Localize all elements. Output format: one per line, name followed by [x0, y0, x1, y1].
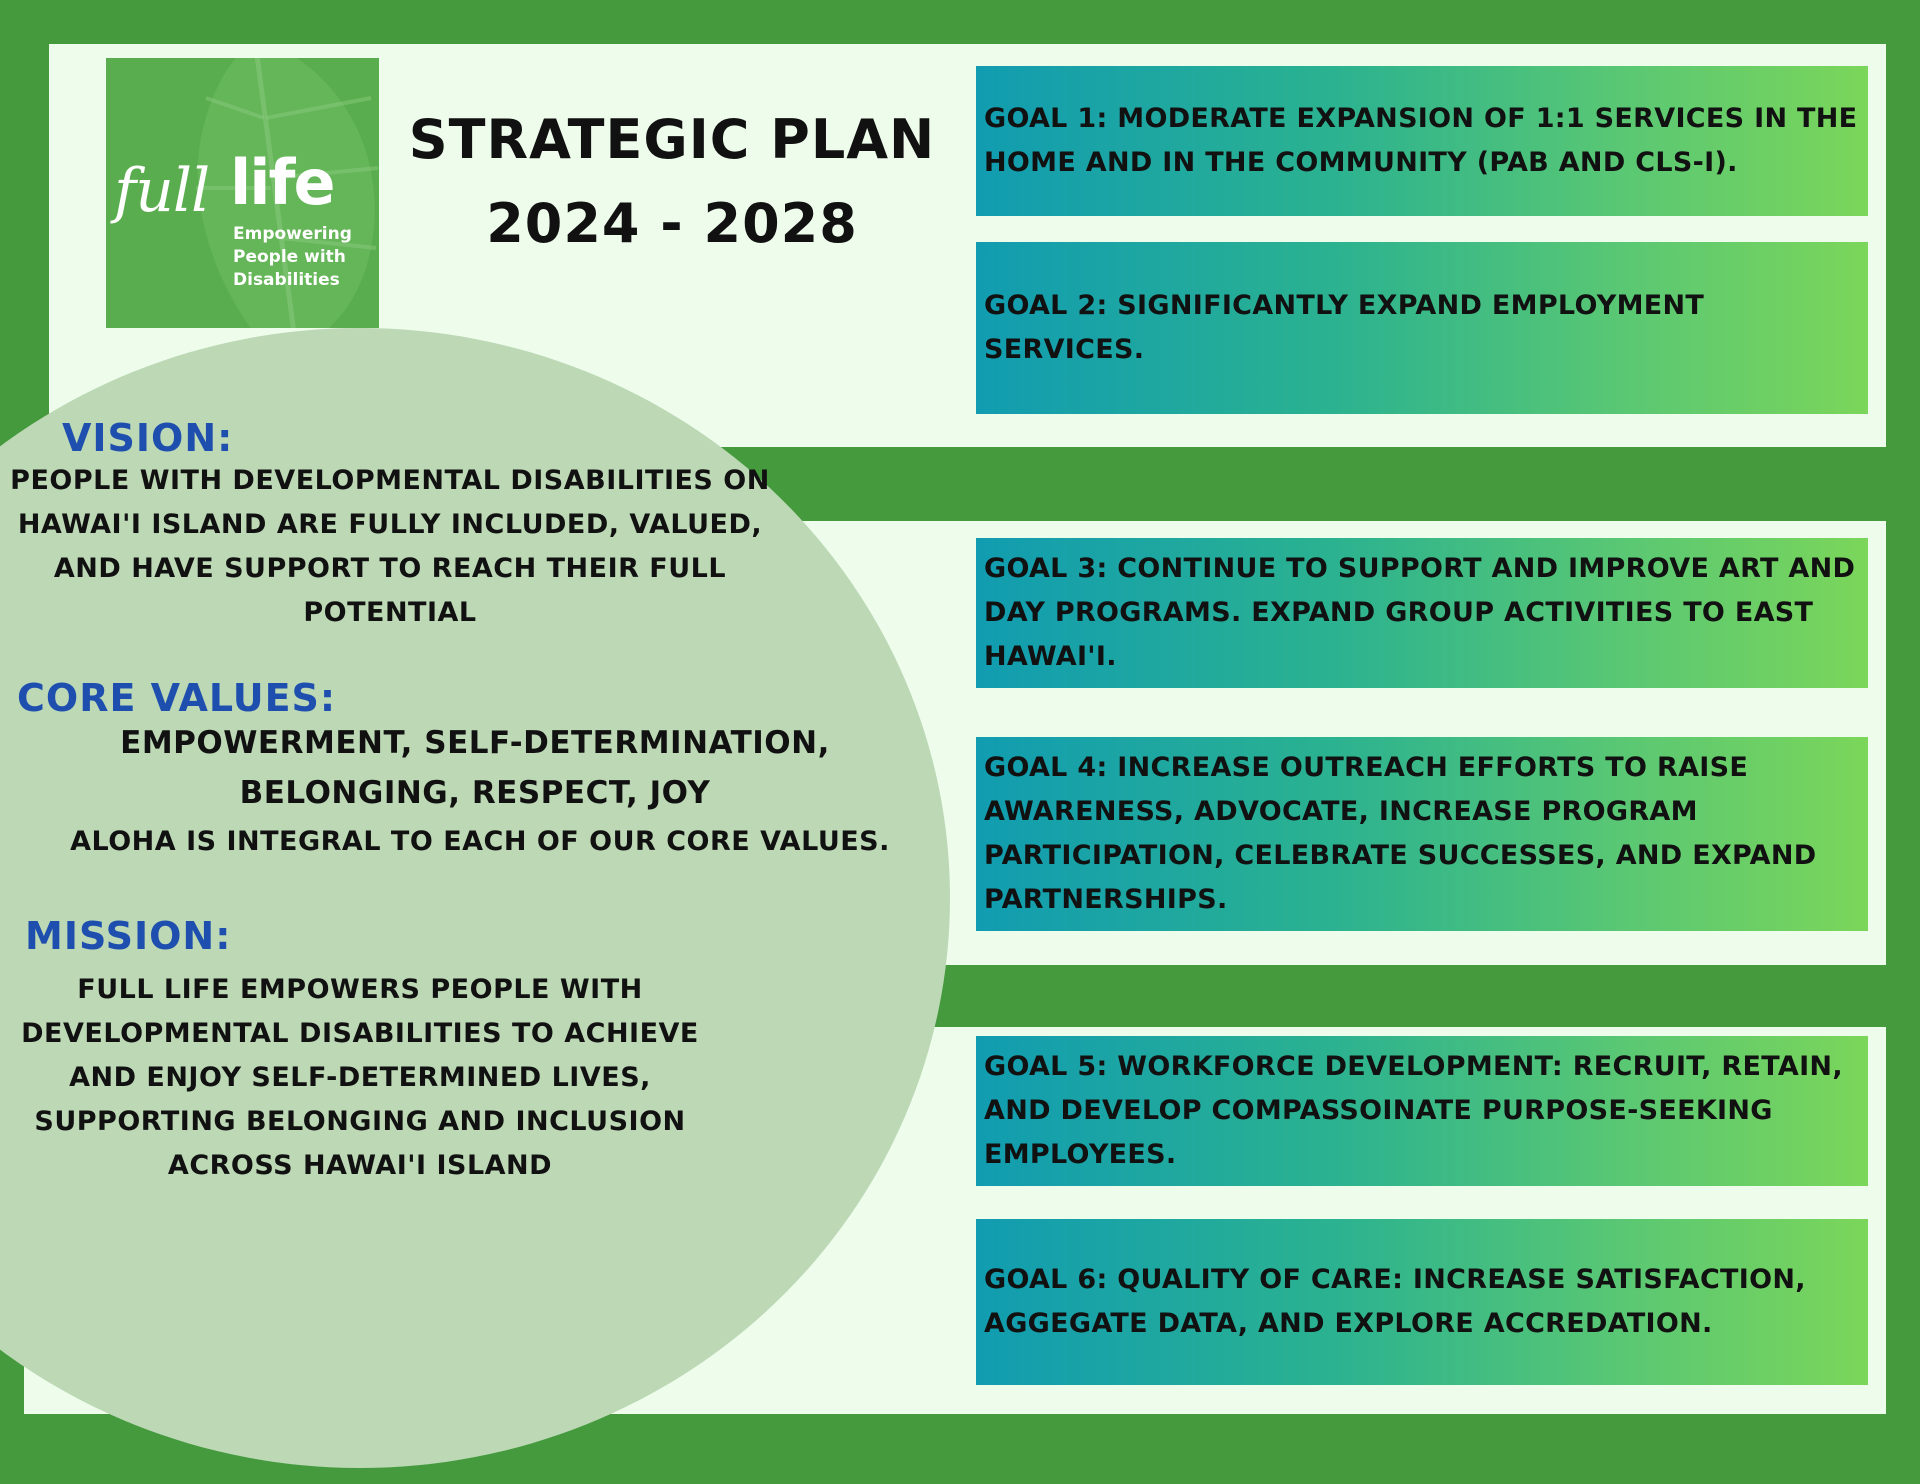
title-line-2: 2024 - 2028 [486, 192, 858, 255]
core-values-text: EMPOWERMENT, SELF-DETERMINATION, BELONGING, RESPECT, JOY [120, 725, 830, 811]
core-values-note: ALOHA IS INTEGRAL TO EACH OF OUR CORE VALUES. [70, 826, 890, 857]
goal-1-box [976, 66, 1868, 216]
logo-wordmark-full: full [114, 156, 210, 226]
goal-2-box [976, 242, 1868, 414]
goal-4-box [976, 737, 1868, 931]
vision-text: PEOPLE WITH DEVELOPMENTAL DISABILITIES ON HAWAI'I ISLAND ARE FULLY INCLUDED, VALUED, AND HAVE SUPPORT TO REACH THEIR FULL POTENTIAL [10, 465, 770, 628]
mission-heading: MISSION: [25, 914, 232, 958]
goal-2-text: GOAL 2: SIGNIFICANTLY EXPAND EMPLOYMENT SERVICES. [984, 290, 1705, 365]
goal-4-text: GOAL 4: INCREASE OUTREACH EFFORTS TO RAISE AWARENESS, ADVOCATE, INCREASE PROGRAM PARTICIPATION, CELEBRATE SUCCESSES, AND EXPAND PARTNERSHIPS. [984, 752, 1817, 915]
full-life-logo [106, 58, 379, 328]
logo-wordmark-life: life [230, 146, 334, 219]
goal-6-box [976, 1219, 1868, 1385]
goal-5-box [976, 1036, 1868, 1186]
goal-3-box [976, 538, 1868, 688]
logo-tagline: Empowering People with Disabilities [233, 224, 352, 290]
mission-text: FULL LIFE EMPOWERS PEOPLE WITH DEVELOPMENTAL DISABILITIES TO ACHIEVE AND ENJOY SELF-DETERMINED LIVES, SUPPORTING BELONGING AND INCLUSION ACROSS HAWAI'I ISLAND [21, 974, 699, 1181]
goal-1-text: GOAL 1: MODERATE EXPANSION OF 1:1 SERVICES IN THE HOME AND IN THE COMMUNITY (PAB AND CLS-I). [984, 103, 1858, 178]
goal-5-text: GOAL 5: WORKFORCE DEVELOPMENT: RECRUIT, RETAIN, AND DEVELOP COMPASSOINATE PURPOSE-SEEKING EMPLOYEES. [984, 1051, 1843, 1170]
page-title [392, 98, 952, 266]
title-line-1: STRATEGIC PLAN [408, 108, 936, 171]
goal-6-text: GOAL 6: QUALITY OF CARE: INCREASE SATISFACTION, AGGEGATE DATA, AND EXPLORE ACCREDATION. [984, 1264, 1806, 1339]
vision-heading: VISION: [62, 416, 234, 460]
core-values-heading: CORE VALUES: [17, 676, 337, 720]
goal-3-text: GOAL 3: CONTINUE TO SUPPORT AND IMPROVE ART AND DAY PROGRAMS. EXPAND GROUP ACTIVITIES TO EAST HAWAI'I. [984, 553, 1856, 672]
